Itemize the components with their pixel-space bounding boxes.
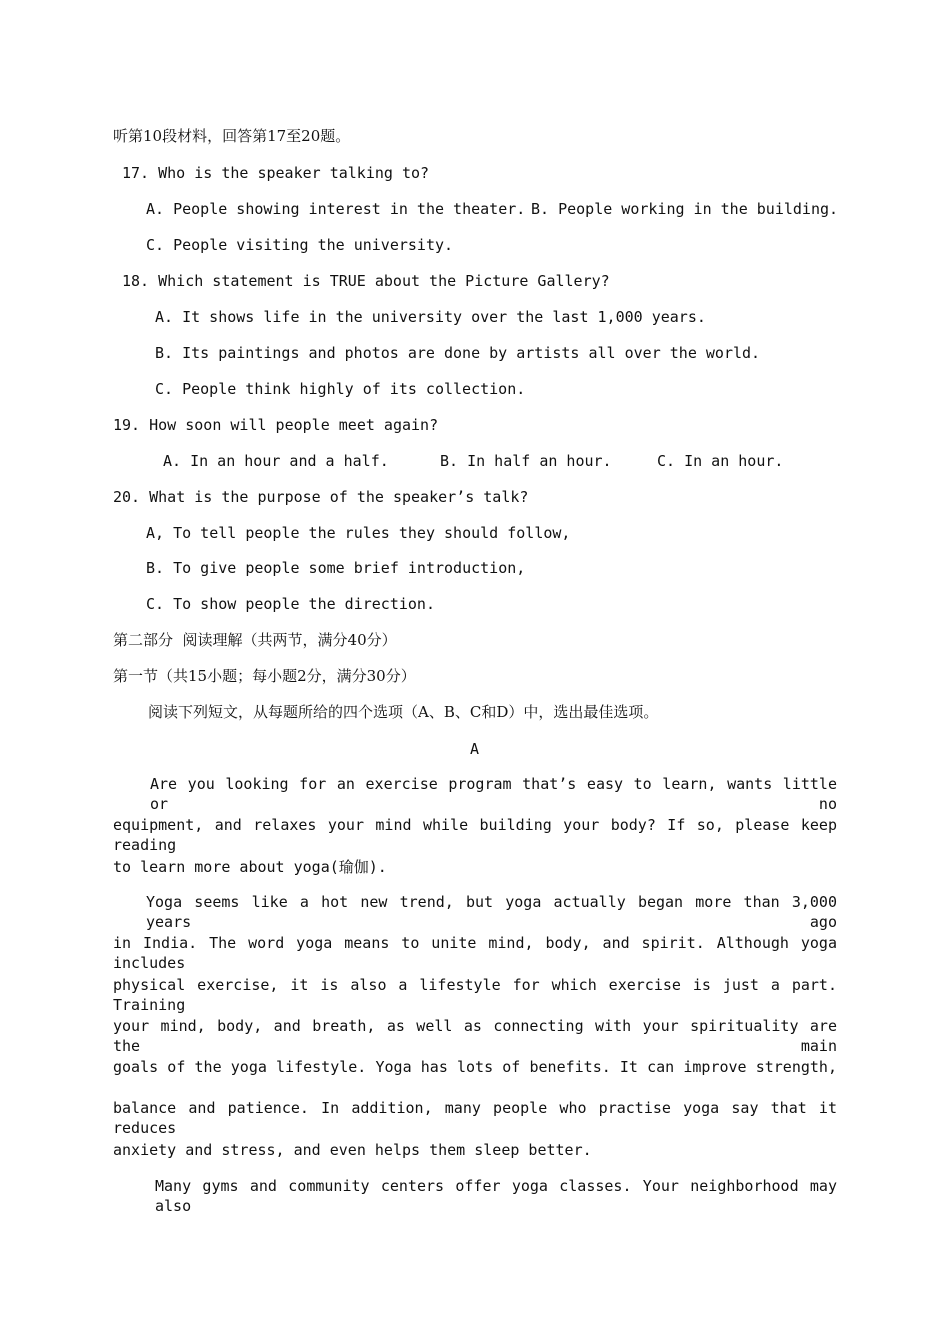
paragraph-2-line-3: physical exercise, it is also a lifestyle for which exercise is just a part. Training <box>113 976 837 1014</box>
question-17-stem: 17. Who is the speaker talking to? <box>122 164 430 182</box>
paragraph-2-line-2: in India. The word yoga means to unite mind, body, and spirit. Although yoga includes <box>113 934 837 972</box>
question-19-option-b: B. In half an hour. <box>440 452 612 470</box>
question-18-option-b: B. Its paintings and photos are done by artists all over the world. <box>155 344 761 362</box>
paragraph-2-line-1: Yoga seems like a hot new trend, but yoga actually began more than 3,000 years ago <box>146 893 837 931</box>
passage-label: A <box>470 740 480 758</box>
question-17-option-c: C. People visiting the university. <box>146 236 454 254</box>
section-header-listening: 听第10段材料，回答第17至20题。 <box>113 127 351 145</box>
question-19-stem: 19. How soon will people meet again? <box>113 416 439 434</box>
paragraph-1-line-2: equipment, and relaxes your mind while building your body? If so, please keep reading <box>113 816 837 854</box>
section-one-title: 第一节（共15小题；每小题2分，满分30分） <box>113 667 416 685</box>
question-19-option-a: A. In an hour and a half. <box>163 452 389 470</box>
paragraph-1-line-1: Are you looking for an exercise program that’s easy to learn, wants little or no <box>150 775 837 813</box>
paragraph-2-line-6: balance and patience. In addition, many people who practise yoga say that it reduces <box>113 1099 837 1137</box>
question-18-stem: 18. Which statement is TRUE about the Picture Gallery? <box>122 272 610 290</box>
paragraph-1-line-3: to learn more about yoga(瑜伽). <box>113 858 387 876</box>
paragraph-2-line-4: your mind, body, and breath, as well as connecting with your spirituality are the main <box>113 1017 837 1055</box>
question-17-option-b: B. People working in the building. <box>531 200 839 218</box>
part-two-title: 第二部分 阅读理解（共两节，满分40分） <box>113 631 397 649</box>
question-20-option-b: B. To give people some brief introduction, <box>146 559 526 577</box>
reading-instructions: 阅读下列短文，从每题所给的四个选项（A、B、C和D）中，选出最佳选项。 <box>148 703 659 721</box>
question-20-option-a: A, To tell people the rules they should follow, <box>146 524 571 542</box>
question-18-option-c: C. People think highly of its collection. <box>155 380 526 398</box>
question-18-option-a: A. It shows life in the university over the last 1,000 years. <box>155 308 706 326</box>
paragraph-2-line-7: anxiety and stress, and even helps them sleep better. <box>113 1141 592 1159</box>
question-20-option-c: C. To show people the direction. <box>146 595 435 613</box>
paragraph-3-line-1: Many gyms and community centers offer yoga classes. Your neighborhood may also <box>155 1177 837 1215</box>
question-17-option-a: A. People showing interest in the theater. <box>146 200 526 218</box>
paragraph-2-line-5: goals of the yoga lifestyle. Yoga has lots of benefits. It can improve strength, <box>113 1058 837 1076</box>
question-20-stem: 20. What is the purpose of the speaker’s talk? <box>113 488 529 506</box>
question-19-option-c: C. In an hour. <box>657 452 784 470</box>
